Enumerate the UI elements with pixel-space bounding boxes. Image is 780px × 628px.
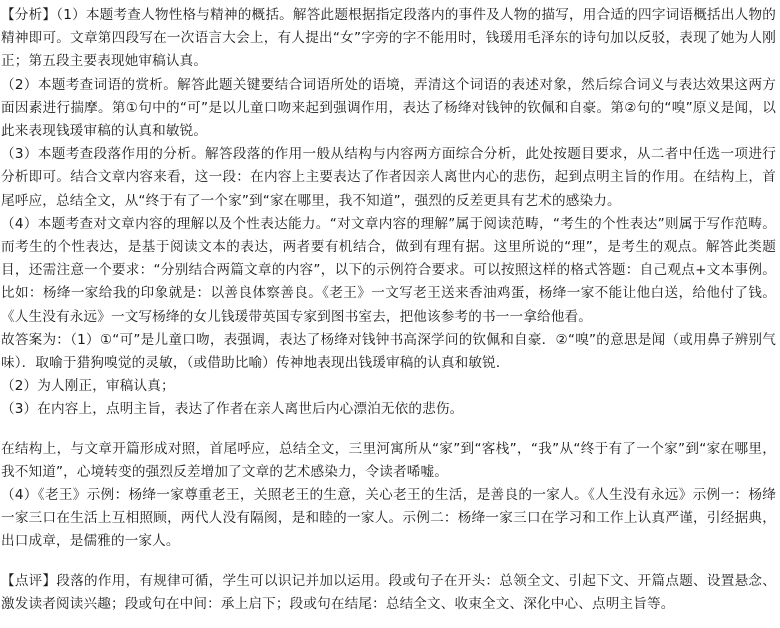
answer-paragraph-2: （2）为人刚正，审稿认真； <box>1 378 175 395</box>
section-gap <box>1 554 776 570</box>
analysis-paragraph-4: （4）本题考查对文章内容的理解以及个性表达能力。“对文章内容的理解”属于阅读范畴，“考生的个性表达”则属于写作范畴。而考生的个性表达，是基于阅读文本的表达，两者要有机结合，做到有理有据。这里所说的“理”，是考生的观点。解答此类题目，还需注意一个要求：“分别结合两篇文章的内容”，以下的示例符合要求。可以按照这样的格式答题：自己观点+文本事例。比如：杨绛一家给我的印象就是：以善良体察善良。《老王》一文写老王送来香油鸡蛋，杨绛一家不能让他白送，给他付了钱。《人生没有永远》一文写杨绛的女儿钱瑗带英国专家到图书室去，把他该参考的书一一拿给他看。 <box>1 215 776 325</box>
comment-paragraph: 【点评】段落的作用，有规律可循，学生可以识记并加以运用。段或句子在开头：总领全文、引起下文、开篇点题、设置悬念、激发读者阅读兴趣；段或句在中间：承上启下；段或句在结尾：总结全文、收束全文、深化中心、点明主旨等。 <box>1 572 776 612</box>
analysis-paragraph-2: （2）本题考查词语的赏析。解答此题关键要结合词语所处的语境，弄清这个词语的表述对象，然后综合词义与表达效果这两方面因素进行揣摩。第①句中的“可”是以儿童口吻来起到强调作用，表达了杨绛对钱钟的钦佩和自豪。第②句的“嗅”原义是闻，以此来表现钱瑗审稿的认真和敏锐。 <box>1 76 776 140</box>
answer-paragraph-3: （3）在内容上，点明主旨，表达了作者在亲人离世后内心漂泊无依的悲伤。 <box>1 401 464 418</box>
answer-paragraph-4: （4）《老王》示例：杨绛一家尊重老王，关照老王的生意，关心老王的生活，是善良的一家人。《人生没有永远》示例一：杨绛一家三口在生活上互相照顾，两代人没有隔阂，是和睦的一家人。示例二：杨绛一家三口在学习和工作上认真严谨，引经据典，出口成章，是儒雅的一家人。 <box>1 487 776 550</box>
answer-paragraph-structure: 在结构上，与文章开篇形成对照，首尾呼应，总结全文，三里河寓所从“家”到“客栈”，“我”从“终于有了一个家”到“家在哪里，我不知道”，心境转变的强烈反差增加了文章的艺术感染力，令读者唏嘘。 <box>1 440 776 480</box>
section-gap <box>1 422 776 438</box>
answer-paragraph-1: 故答案为：（1）①“可”是儿童口吻，表强调，表达了杨绛对钱钟书高深学问的钦佩和自豪．②“嗅”的意思是闻（或用鼻子辨别气味）．取喻于猎狗嗅觉的灵敏，（或借助比喻）传神地表现出钱瑗审稿的认真和敏锐． <box>1 331 776 372</box>
analysis-paragraph-3: （3）本题考查段落作用的分析。解答段落的作用一般从结构与内容两方面综合分析，此处按题目要求，从二者中任选一项进行分析即可。结合文章内容来看，这一段：在内容上主要表达了作者因亲人离世内心的悲伤，起到点明主旨的作用。在结构上，首尾呼应，总结全文，从“终于有了一个家”到“家在哪里，我不知道”，强烈的反差更具有艺术的感染力。 <box>1 146 776 209</box>
analysis-paragraph-1: 【分析】（1）本题考查人物性格与精神的概括。解答此题根据指定段落内的事件及人物的描写，用合适的四字词语概括出人物的精神即可。文章第四段写在一次语言大会上，有人提出“女”字旁的字不能用时，钱瑗用毛泽东的诗句加以反驳，表现了她为人刚正；第五段主要表现她审稿认真。 <box>1 7 776 70</box>
